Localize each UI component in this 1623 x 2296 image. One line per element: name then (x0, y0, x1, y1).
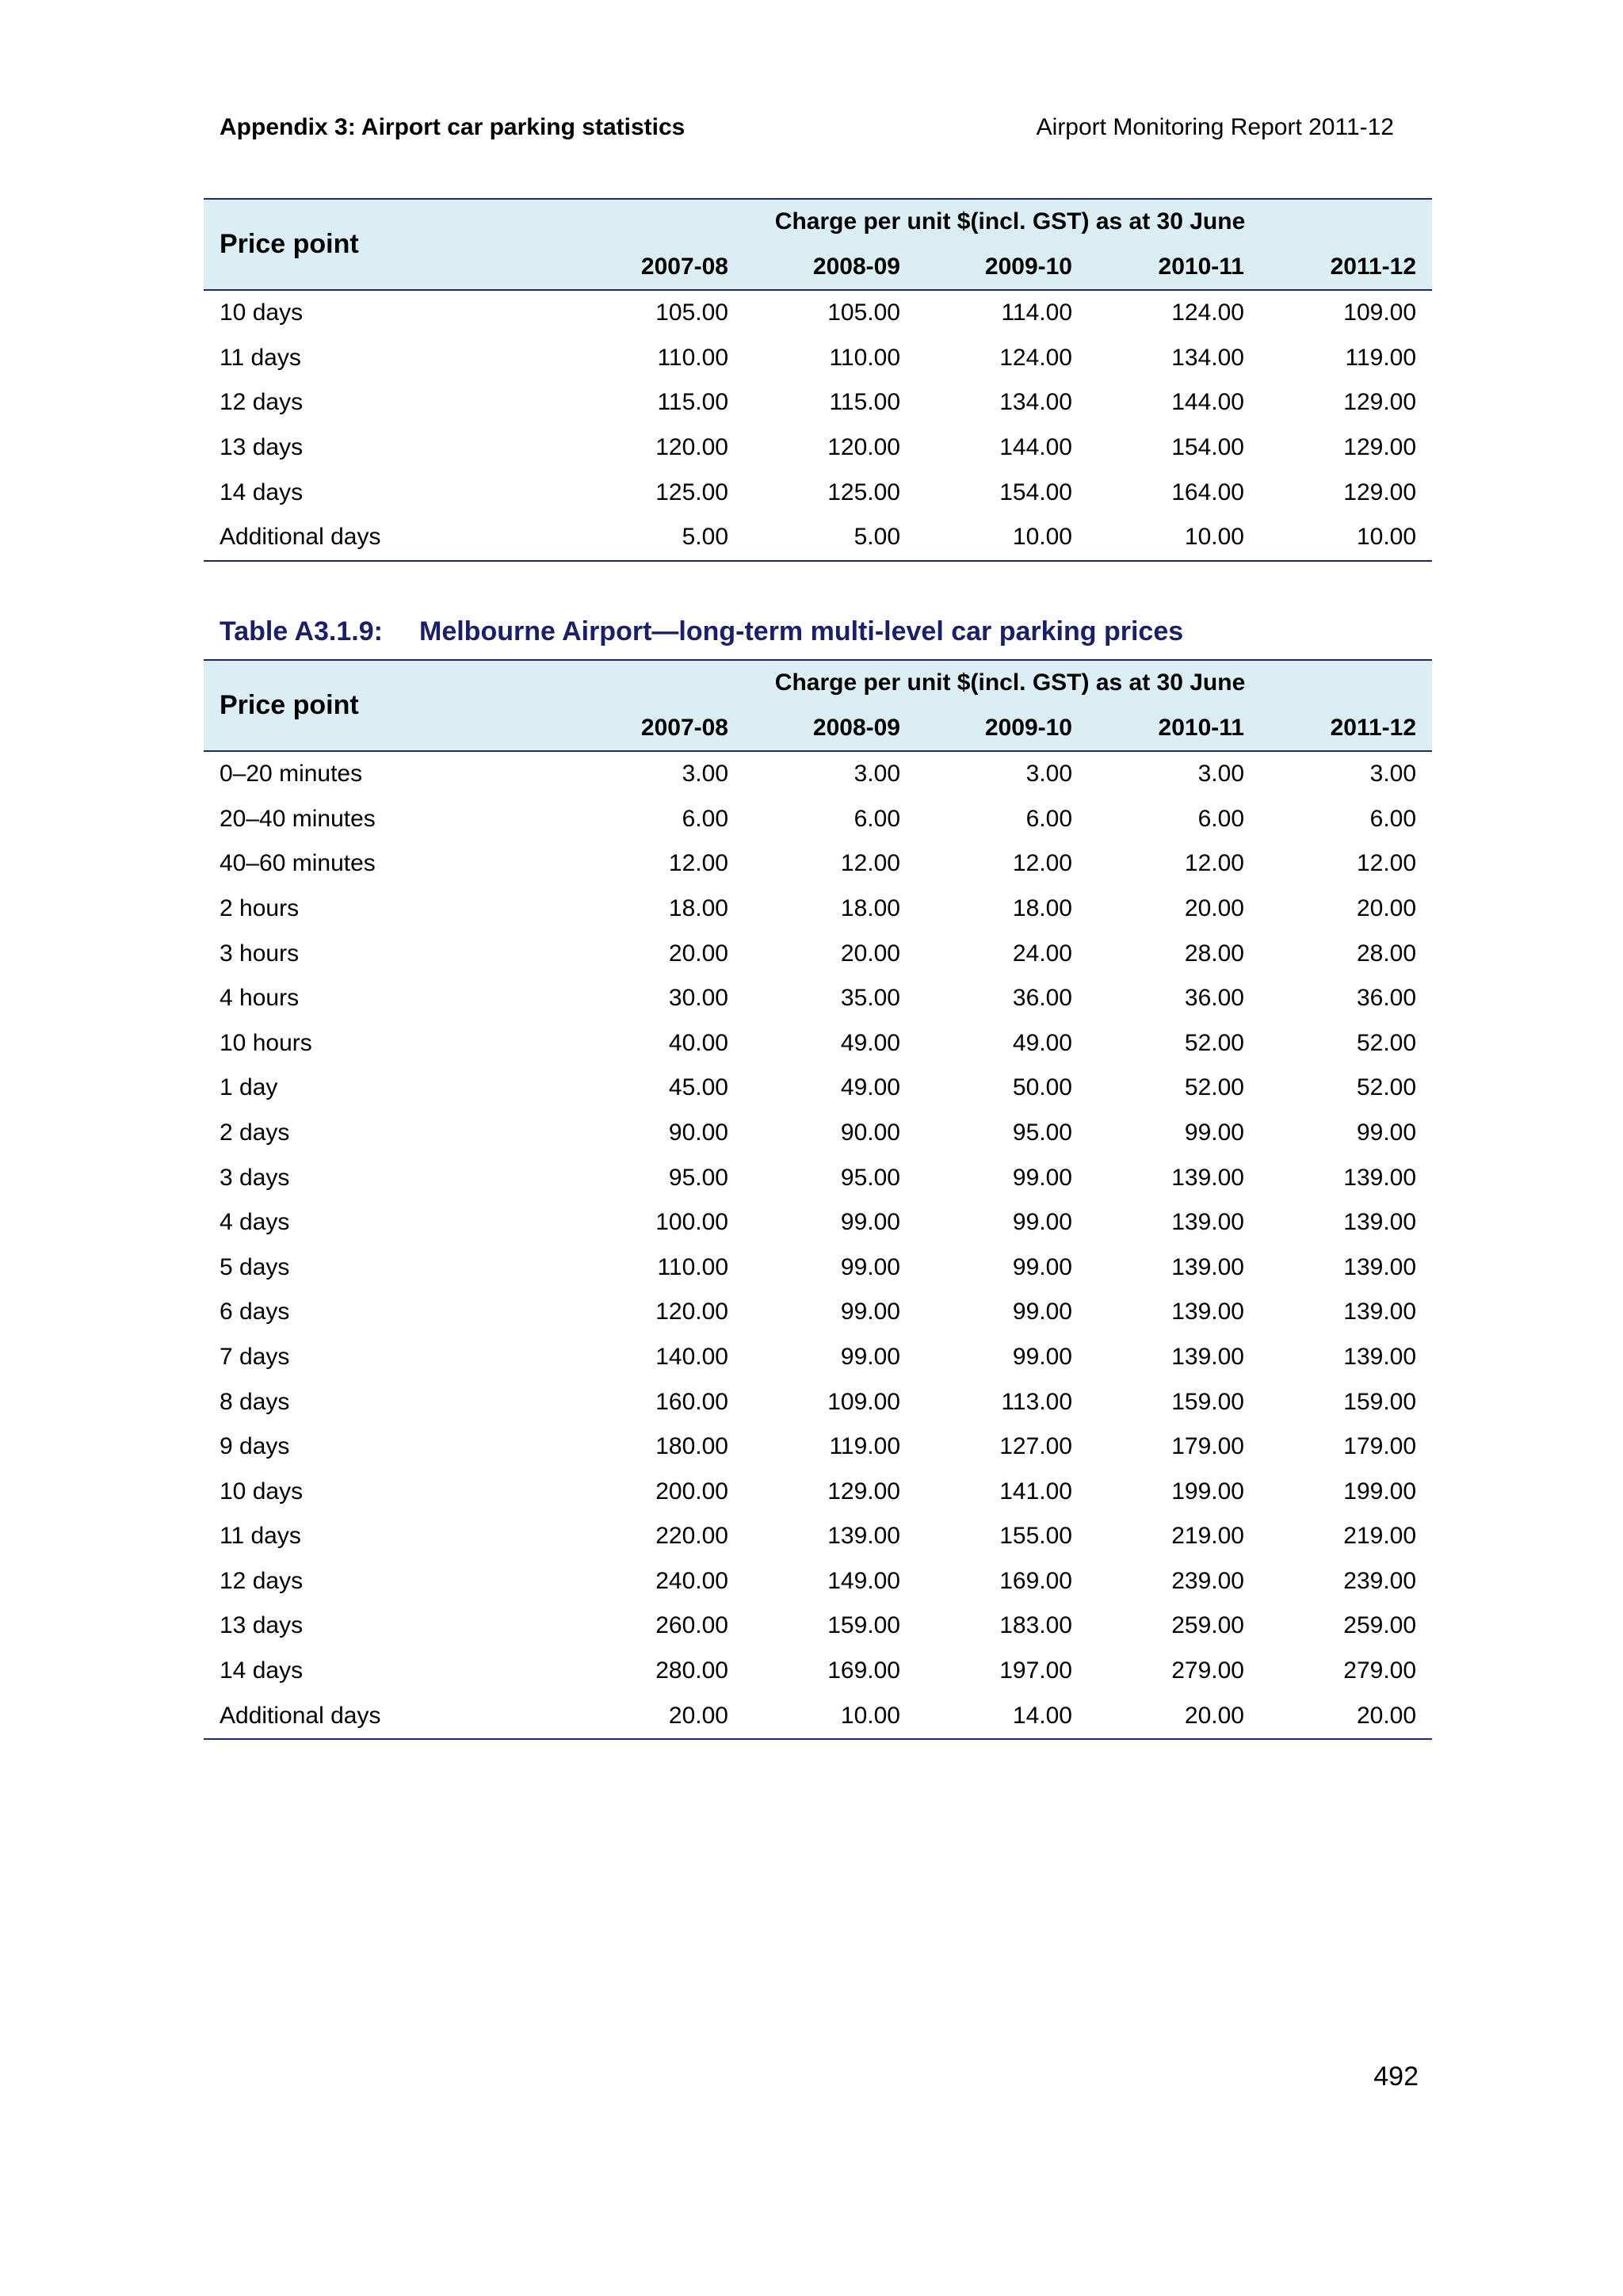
price-cell: 12.00 (840, 850, 900, 877)
price-cell: 115.00 (829, 389, 900, 416)
price-cell: 6.00 (854, 805, 900, 832)
price-cell: 120.00 (655, 433, 728, 460)
year-header: 2008-09 (744, 245, 916, 291)
row-label: 10 hours (220, 1029, 312, 1056)
price-cell: 113.00 (1001, 1388, 1072, 1415)
price-cell: 239.00 (1343, 1567, 1417, 1594)
price-cell: 49.00 (840, 1029, 900, 1056)
price-cell: 154.00 (1171, 433, 1244, 460)
price-cell: 100.00 (655, 1209, 728, 1236)
price-cell: 20.00 (1184, 1702, 1244, 1729)
price-cell: 109.00 (827, 1388, 900, 1415)
price-cell: 3.00 (682, 761, 728, 788)
row-label: 14 days (220, 479, 304, 505)
price-cell: 154.00 (999, 479, 1072, 505)
price-cell: 199.00 (1171, 1478, 1244, 1505)
year-header: 2007-08 (572, 245, 744, 291)
table-row (204, 887, 1432, 932)
table-row (204, 380, 1432, 425)
price-cell: 139.00 (1343, 1299, 1417, 1325)
price-cell: 110.00 (829, 344, 900, 371)
table-row (204, 1290, 1432, 1335)
table-row (204, 1066, 1432, 1111)
table-row (204, 290, 1432, 336)
price-cell: 179.00 (1171, 1433, 1244, 1460)
year-header: 2011-12 (1260, 706, 1432, 752)
price-cell: 99.00 (1012, 1299, 1072, 1325)
price-cell: 10.00 (1184, 524, 1244, 551)
price-cell: 179.00 (1343, 1433, 1417, 1460)
price-cell: 24.00 (1012, 940, 1072, 967)
price-cell: 14.00 (1012, 1702, 1072, 1729)
price-cell: 139.00 (1343, 1343, 1417, 1370)
table-caption-number: Table A3.1.9: (220, 616, 383, 646)
price-cell: 197.00 (999, 1657, 1072, 1684)
price-cell: 99.00 (1012, 1253, 1072, 1280)
price-cell: 155.00 (999, 1523, 1072, 1550)
table-row (204, 1425, 1432, 1470)
price-cell: 109.00 (1343, 299, 1417, 326)
table-row (204, 1200, 1432, 1245)
price-cell: 169.00 (999, 1567, 1072, 1594)
price-cell: 164.00 (1171, 479, 1244, 505)
price-cell: 50.00 (1012, 1074, 1072, 1101)
price-cell: 3.00 (1369, 761, 1417, 788)
year-header: 2011-12 (1260, 245, 1432, 291)
page-number: 492 (1373, 2061, 1419, 2092)
price-cell: 99.00 (1012, 1164, 1072, 1191)
year-header: 2008-09 (744, 706, 916, 752)
price-cell: 95.00 (1012, 1119, 1072, 1146)
table-header-row (204, 199, 1432, 245)
price-cell: 120.00 (827, 433, 900, 460)
price-cell: 49.00 (840, 1074, 900, 1101)
price-cell: 129.00 (1343, 479, 1417, 505)
price-cell: 30.00 (668, 985, 728, 1012)
table-row (204, 1649, 1432, 1694)
price-cell: 52.00 (1356, 1074, 1417, 1101)
header-section-title: Appendix 3: Airport car parking statistics (220, 114, 685, 140)
price-cell: 36.00 (1356, 985, 1417, 1012)
price-cell: 129.00 (1343, 433, 1417, 460)
price-cell: 6.00 (682, 805, 728, 832)
table-row (204, 1380, 1432, 1425)
price-cell: 40.00 (668, 1029, 728, 1056)
row-label: 40–60 minutes (220, 850, 376, 877)
row-label: 8 days (220, 1388, 290, 1415)
price-cell: 200.00 (655, 1478, 728, 1505)
price-cell: 114.00 (1001, 299, 1072, 326)
table-body (204, 290, 1432, 561)
price-cell: 159.00 (1171, 1388, 1244, 1415)
table-row (204, 932, 1432, 977)
price-cell: 28.00 (1184, 940, 1244, 967)
row-label: 1 day (220, 1074, 278, 1101)
price-cell: 99.00 (1012, 1209, 1072, 1236)
row-label: 10 days (220, 299, 304, 326)
row-label: 6 days (220, 1299, 290, 1325)
price-cell: 159.00 (1343, 1388, 1417, 1415)
price-cell: 5.00 (682, 524, 728, 551)
row-label: 11 days (220, 1523, 301, 1550)
row-label: 0–20 minutes (220, 761, 363, 788)
price-cell: 279.00 (1343, 1657, 1417, 1684)
price-cell: 20.00 (1356, 894, 1417, 921)
price-cell: 139.00 (1343, 1164, 1417, 1191)
table-row (204, 797, 1432, 842)
year-header: 2009-10 (916, 706, 1088, 752)
melbourne-long-term-price-table (204, 659, 1432, 1740)
table-row (204, 1604, 1432, 1649)
running-header (220, 114, 1394, 146)
table-caption (220, 616, 1183, 647)
price-cell: 12.00 (1184, 850, 1244, 877)
row-label: 4 hours (220, 985, 300, 1012)
charge-header: Charge per unit $(incl. GST) as at 30 June (572, 660, 1432, 706)
row-label: 7 days (220, 1343, 290, 1370)
table-row (204, 1470, 1432, 1515)
row-label: Additional days (220, 524, 381, 551)
price-cell: 52.00 (1356, 1029, 1417, 1056)
row-label: 12 days (220, 1567, 304, 1594)
price-cell: 90.00 (668, 1119, 728, 1146)
row-label: 4 days (220, 1209, 290, 1236)
price-cell: 183.00 (999, 1612, 1072, 1639)
price-cell: 99.00 (1356, 1119, 1417, 1146)
row-label: 20–40 minutes (220, 805, 376, 832)
price-cell: 110.00 (657, 344, 728, 371)
price-cell: 120.00 (655, 1299, 728, 1325)
table-row (204, 1335, 1432, 1380)
table-row (204, 751, 1432, 797)
price-cell: 134.00 (999, 389, 1072, 416)
price-cell: 95.00 (840, 1164, 900, 1191)
price-cell: 10.00 (1012, 524, 1072, 551)
price-cell: 12.00 (668, 850, 728, 877)
table-row (204, 1514, 1432, 1559)
price-cell: 99.00 (840, 1343, 900, 1370)
price-cell: 18.00 (840, 894, 900, 921)
year-header: 2007-08 (572, 706, 744, 752)
row-label: 13 days (220, 1612, 304, 1639)
row-label: 10 days (220, 1478, 304, 1505)
price-cell: 260.00 (655, 1612, 728, 1639)
header-report-title: Airport Monitoring Report 2011-12 (1036, 114, 1394, 140)
price-cell: 36.00 (1184, 985, 1244, 1012)
table-row (204, 1021, 1432, 1066)
price-cell: 36.00 (1012, 985, 1072, 1012)
table-row (204, 471, 1432, 516)
price-cell: 35.00 (840, 985, 900, 1012)
price-cell: 141.00 (999, 1478, 1072, 1505)
price-cell: 95.00 (668, 1164, 728, 1191)
price-cell: 280.00 (655, 1657, 728, 1684)
table-row (204, 1559, 1432, 1604)
price-cell: 105.00 (827, 299, 900, 326)
price-cell: 105.00 (655, 299, 728, 326)
price-point-header: Price point (204, 660, 572, 751)
year-header: 2010-11 (1088, 706, 1260, 752)
price-cell: 10.00 (840, 1702, 900, 1729)
price-cell: 52.00 (1184, 1074, 1244, 1101)
price-cell: 99.00 (840, 1253, 900, 1280)
price-cell: 18.00 (1012, 894, 1072, 921)
table-row (204, 425, 1432, 471)
price-point-header: Price point (204, 199, 572, 290)
price-cell: 125.00 (655, 479, 728, 505)
price-table-continued (204, 198, 1432, 562)
charge-header: Charge per unit $(incl. GST) as at 30 June (572, 199, 1432, 245)
table-row (204, 1245, 1432, 1291)
price-cell: 219.00 (1343, 1523, 1417, 1550)
price-cell: 119.00 (829, 1433, 900, 1460)
price-cell: 129.00 (827, 1478, 900, 1505)
price-cell: 99.00 (840, 1299, 900, 1325)
price-cell: 3.00 (1197, 761, 1244, 788)
price-cell: 139.00 (1171, 1253, 1244, 1280)
price-cell: 219.00 (1171, 1523, 1244, 1550)
price-cell: 140.00 (655, 1343, 728, 1370)
row-label: 3 days (220, 1164, 290, 1191)
price-cell: 239.00 (1171, 1567, 1244, 1594)
table-row (204, 1111, 1432, 1156)
price-cell: 139.00 (1343, 1253, 1417, 1280)
year-header: 2010-11 (1088, 245, 1260, 291)
price-cell: 125.00 (827, 479, 900, 505)
price-cell: 127.00 (999, 1433, 1072, 1460)
price-cell: 139.00 (1171, 1343, 1244, 1370)
price-cell: 99.00 (1012, 1343, 1072, 1370)
price-cell: 279.00 (1171, 1657, 1244, 1684)
table-row (204, 336, 1432, 381)
price-cell: 129.00 (1343, 389, 1417, 416)
price-cell: 199.00 (1343, 1478, 1417, 1505)
price-cell: 139.00 (1171, 1164, 1244, 1191)
price-cell: 160.00 (655, 1388, 728, 1415)
price-cell: 20.00 (1356, 1702, 1417, 1729)
table-row (204, 841, 1432, 887)
price-cell: 49.00 (1012, 1029, 1072, 1056)
price-cell: 99.00 (1184, 1119, 1244, 1146)
price-cell: 139.00 (1171, 1299, 1244, 1325)
row-label: 13 days (220, 433, 304, 460)
price-cell: 169.00 (827, 1657, 900, 1684)
price-cell: 52.00 (1184, 1029, 1244, 1056)
price-cell: 240.00 (655, 1567, 728, 1594)
price-cell: 139.00 (827, 1523, 900, 1550)
price-cell: 119.00 (1345, 344, 1417, 371)
row-label: 9 days (220, 1433, 290, 1460)
price-cell: 99.00 (840, 1209, 900, 1236)
table-row (204, 515, 1432, 561)
row-label: 11 days (220, 344, 301, 371)
price-cell: 12.00 (1356, 850, 1417, 877)
price-cell: 10.00 (1356, 524, 1417, 551)
price-cell: 124.00 (1171, 299, 1244, 326)
table-body (204, 751, 1432, 1739)
price-cell: 18.00 (668, 894, 728, 921)
price-cell: 3.00 (854, 761, 900, 788)
row-label: 3 hours (220, 940, 300, 967)
price-cell: 134.00 (1171, 344, 1244, 371)
price-cell: 6.00 (1369, 805, 1417, 832)
row-label: 12 days (220, 389, 304, 416)
price-cell: 6.00 (1197, 805, 1244, 832)
price-cell: 259.00 (1171, 1612, 1244, 1639)
price-cell: 6.00 (1025, 805, 1072, 832)
row-label: 5 days (220, 1253, 290, 1280)
table-caption-title: Melbourne Airport—long-term multi-level car parking prices (419, 616, 1184, 646)
row-label: 2 hours (220, 894, 300, 921)
price-cell: 149.00 (827, 1567, 900, 1594)
price-cell: 139.00 (1343, 1209, 1417, 1236)
price-cell: 5.00 (854, 524, 900, 551)
price-cell: 90.00 (840, 1119, 900, 1146)
price-cell: 259.00 (1343, 1612, 1417, 1639)
price-cell: 12.00 (1012, 850, 1072, 877)
price-cell: 110.00 (657, 1253, 728, 1280)
row-label: Additional days (220, 1702, 381, 1729)
price-cell: 139.00 (1171, 1209, 1244, 1236)
price-cell: 144.00 (1171, 389, 1244, 416)
price-cell: 28.00 (1356, 940, 1417, 967)
price-cell: 20.00 (1184, 894, 1244, 921)
price-cell: 124.00 (999, 344, 1072, 371)
price-cell: 115.00 (657, 389, 728, 416)
price-cell: 20.00 (668, 1702, 728, 1729)
price-cell: 144.00 (999, 433, 1072, 460)
price-cell: 159.00 (827, 1612, 900, 1639)
table-header-row (204, 660, 1432, 706)
table-row (204, 1694, 1432, 1740)
price-cell: 20.00 (840, 940, 900, 967)
row-label: 2 days (220, 1119, 290, 1146)
price-cell: 45.00 (668, 1074, 728, 1101)
row-label: 14 days (220, 1657, 304, 1684)
price-cell: 3.00 (1025, 761, 1072, 788)
price-cell: 180.00 (655, 1433, 728, 1460)
table-row (204, 976, 1432, 1021)
year-header: 2009-10 (916, 245, 1088, 291)
price-cell: 220.00 (655, 1523, 728, 1550)
table-row (204, 1156, 1432, 1201)
price-cell: 20.00 (668, 940, 728, 967)
